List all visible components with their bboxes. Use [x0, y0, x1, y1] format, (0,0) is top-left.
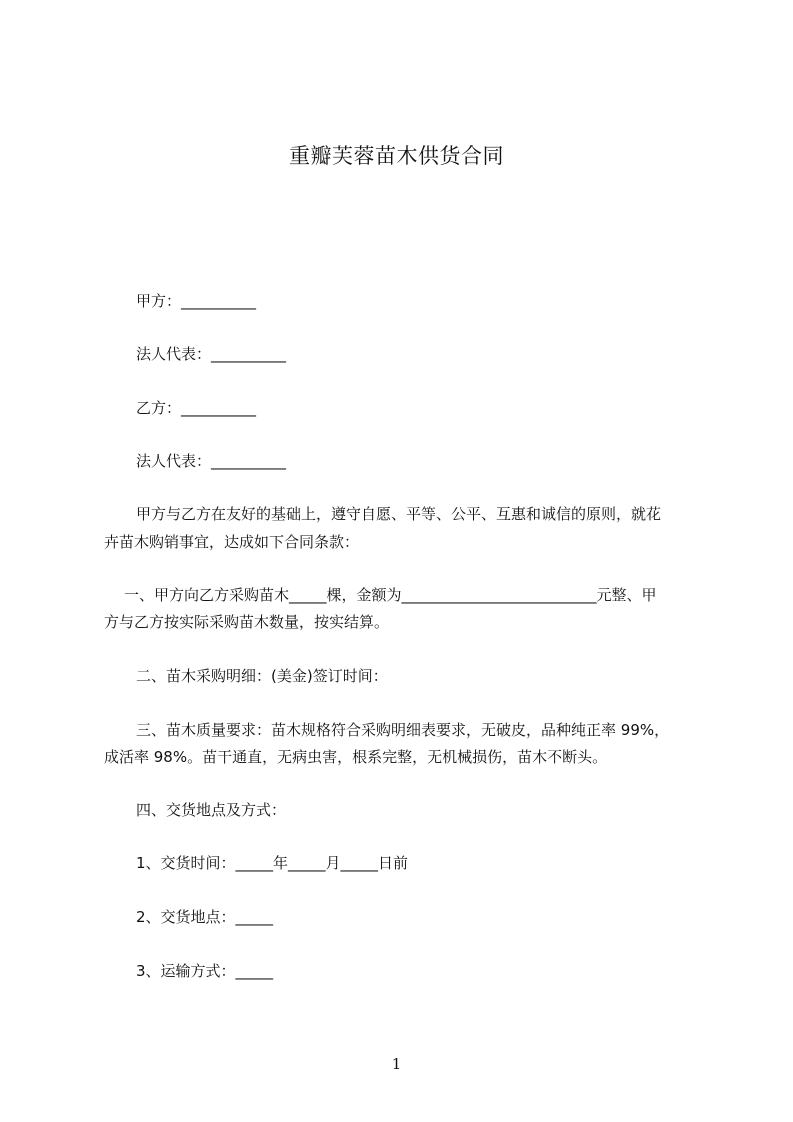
intro-paragraph-line-1: 甲方与乙方在友好的基础上，遵守自愿、平等、公平、互惠和诚信的原则，就花: [136, 505, 662, 523]
party-a-representative-line: 法人代表：__________: [136, 345, 287, 363]
clause-2: 二、苗木采购明细：(美金)签订时间：: [136, 667, 388, 685]
party-b-representative-line: 法人代表：__________: [136, 452, 287, 470]
clause-3-line-2: 成活率 98%。苗干通直，无病虫害，根系完整，无机械损伤，苗木不断头。: [104, 748, 608, 766]
delivery-time-line: 1、交货时间：_____年_____月_____日前: [136, 854, 409, 872]
document-title: 重瓣芙蓉苗木供货合同: [289, 144, 504, 168]
party-a-line: 甲方：__________: [136, 292, 257, 310]
clause-4-heading: 四、交货地点及方式：: [136, 801, 287, 819]
clause-1-line-2: 方与乙方按实际采购苗木数量，按实结算。: [104, 613, 390, 631]
delivery-place-line: 2、交货地点：_____: [136, 908, 274, 926]
clause-3-line-1: 三、苗木质量要求：苗木规格符合采购明细表要求，无破皮，品种纯正率 99%，: [136, 721, 670, 739]
party-b-line: 乙方：__________: [136, 399, 257, 417]
clause-1-line-1: 一、甲方向乙方采购苗木_____棵，金额为__________________________元整、甲: [124, 586, 657, 604]
page-number: 1: [391, 1055, 402, 1073]
intro-paragraph-line-2: 卉苗木购销事宜，达成如下合同条款：: [104, 533, 360, 551]
transport-method-line: 3、运输方式：_____: [136, 962, 274, 980]
